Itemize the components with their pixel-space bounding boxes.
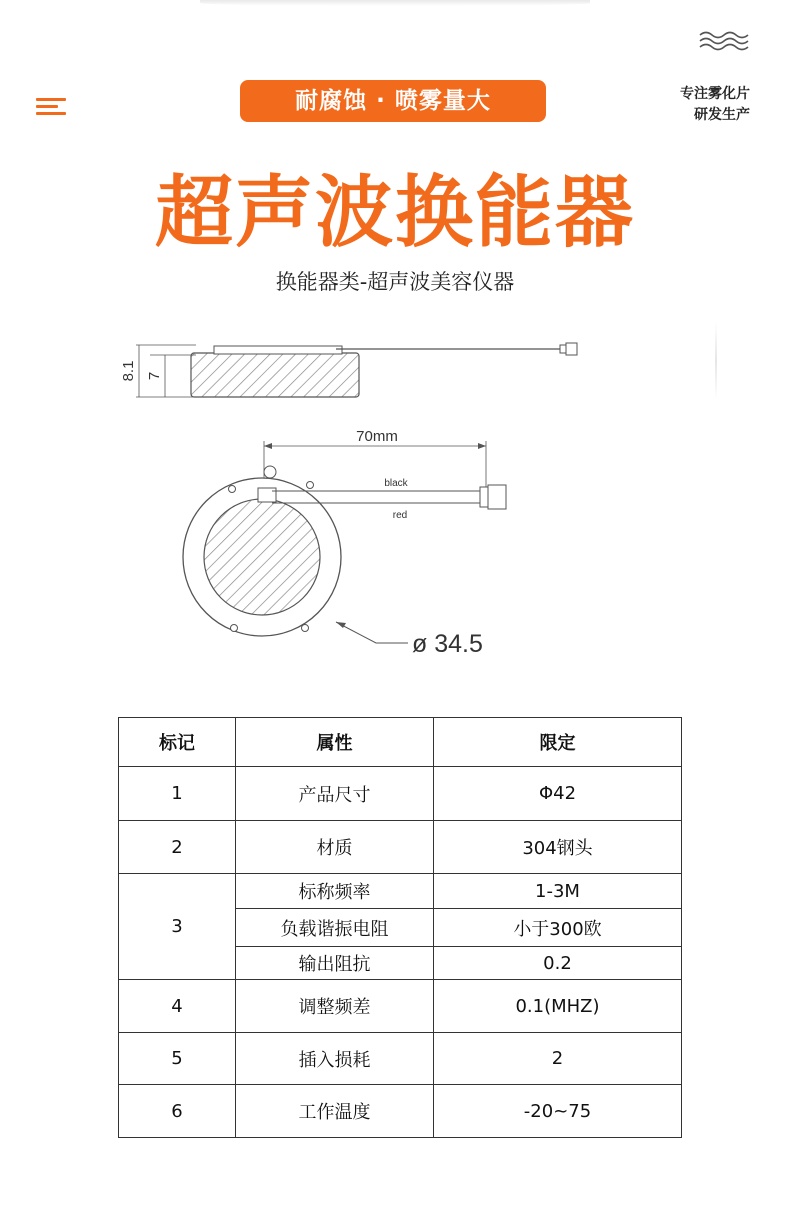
table-row [119, 980, 682, 1033]
dim-body-label: 7 [146, 371, 163, 381]
row-attr: 输出阻抗 [236, 947, 434, 980]
row-attr: 调整频差 [236, 980, 434, 1033]
row-attr: 工作温度 [236, 1085, 434, 1138]
row-mark: 1 [119, 767, 236, 821]
top-view [183, 428, 506, 658]
row-value: 1-3M [434, 874, 682, 909]
row-value: 0.1(MHZ) [434, 980, 682, 1033]
row-attr: 插入损耗 [236, 1033, 434, 1085]
wire-black-label: black [384, 478, 408, 489]
row-value: -20~75 [434, 1085, 682, 1138]
table-row [119, 874, 682, 909]
table-row [119, 1085, 682, 1138]
dim-diameter-label: ø 34.5 [412, 630, 483, 658]
row-attr: 负载谐振电阻 [236, 909, 434, 947]
top-shadow [200, 0, 590, 6]
page-title: 超声波换能器 [154, 168, 635, 258]
side-tag [680, 84, 750, 126]
row-value: 304钢头 [434, 821, 682, 874]
side-tag-line2: 研发生产 [694, 107, 750, 123]
table-row [119, 1033, 682, 1085]
row-mark: 3 [119, 874, 236, 980]
page-subtitle: 换能器类-超声波美容仪器 [275, 270, 515, 294]
table-row [119, 767, 682, 821]
row-mark: 4 [119, 980, 236, 1033]
header-value: 限定 [434, 718, 682, 767]
row-mark: 5 [119, 1033, 236, 1085]
wire-red-label: red [392, 510, 408, 521]
dim-total-label: 8.1 [120, 360, 137, 382]
tagline-badge: 耐腐蚀 · 喷雾量大 [240, 80, 546, 122]
table-header-row [119, 718, 682, 767]
row-attr: 标称频率 [236, 874, 434, 909]
row-attr: 材质 [236, 821, 434, 874]
header-attr: 属性 [236, 718, 434, 767]
row-value: 0.2 [434, 947, 682, 980]
spec-table [118, 717, 682, 1138]
side-tag-line1: 专注雾化片 [680, 86, 750, 102]
side-view [120, 343, 577, 397]
row-value: 2 [434, 1033, 682, 1085]
wave-icon [698, 30, 750, 52]
row-attr: 产品尺寸 [236, 767, 434, 821]
header-mark: 标记 [119, 718, 236, 767]
row-mark: 2 [119, 821, 236, 874]
menu-icon[interactable] [36, 98, 66, 120]
table-row [119, 821, 682, 874]
row-value: Φ42 [434, 767, 682, 821]
row-value: 小于300欧 [434, 909, 682, 947]
technical-drawing [0, 310, 790, 680]
row-mark: 6 [119, 1085, 236, 1138]
dim-length-label: 70mm [356, 428, 398, 445]
